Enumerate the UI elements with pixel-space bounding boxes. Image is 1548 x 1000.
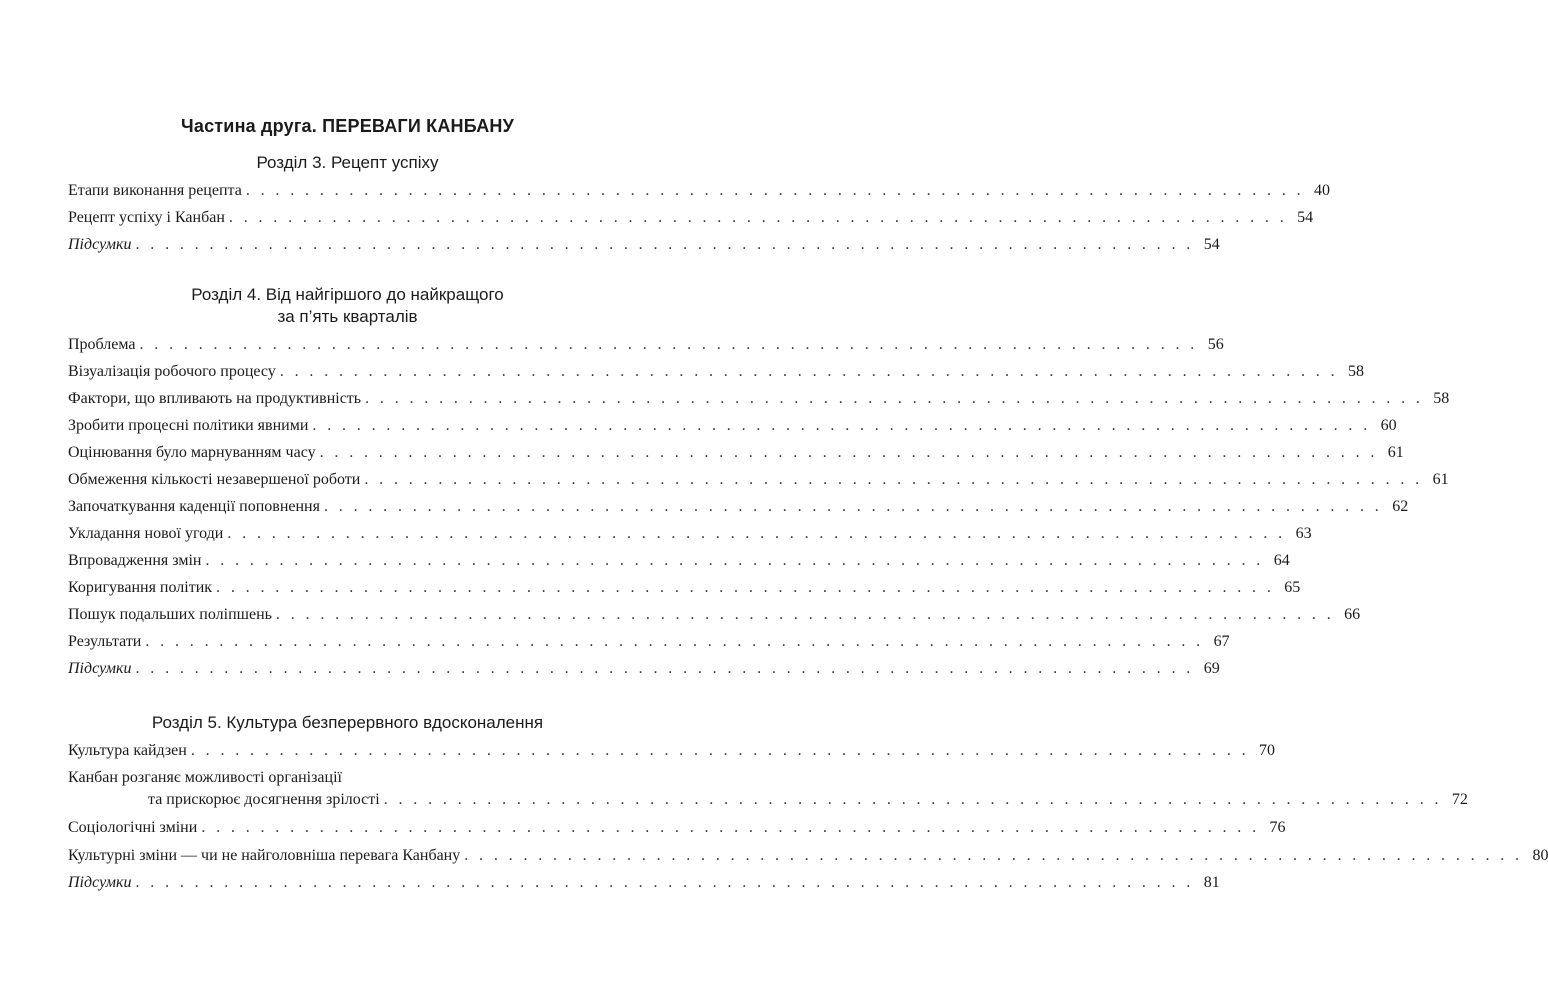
dot-leader: . . . . . . . . . . . . . . . . . . . . . . . . . . . . . . . . . . . . . . . . . . . . . . . . . . . . . . . . . . . . . . . . . . . . . . . . — [312, 417, 1371, 434]
toc-entry-title: Проблема — [68, 336, 136, 353]
toc-entry-title: Зробити процесні політики явними — [68, 417, 309, 434]
toc-entry[interactable] — [68, 180, 1331, 202]
toc-entry[interactable] — [68, 604, 1361, 626]
toc-entry-page: 54 — [1203, 236, 1220, 253]
toc-entry-page: 60 — [1380, 417, 1397, 434]
toc-entry-title: Етапи виконання рецепта — [68, 182, 242, 199]
dot-leader: . . . . . . . . . . . . . . . . . . . . . . . . . . . . . . . . . . . . . . . . . . . . . . . . . . . . . . . . . . . . . . . . . . . . . . . . — [227, 525, 1286, 542]
toc-entry-title: Результати — [68, 633, 142, 650]
toc-entry[interactable] — [68, 388, 1450, 410]
toc-entry[interactable] — [68, 845, 1548, 867]
toc-entry-page: 80 — [1532, 847, 1548, 864]
toc-entry-page: 54 — [1297, 209, 1314, 226]
toc-entry-title: Укладання нової угоди — [68, 525, 224, 542]
dot-leader: . . . . . . . . . . . . . . . . . . . . . . . . . . . . . . . . . . . . . . . . . . . . . . . . . . . . . . . . . . . . . . . . . . . . . . . . — [205, 552, 1264, 569]
toc-entry-page: 70 — [1259, 742, 1276, 759]
toc-entry[interactable] — [68, 207, 1314, 229]
toc-entry-title: Впровадження змін — [68, 552, 202, 569]
toc-entry[interactable] — [68, 550, 1290, 572]
toc-entry-page: 62 — [1392, 498, 1409, 515]
toc-entry[interactable] — [68, 817, 1286, 839]
chapter-3-title: Розділ 3. Рецепт успіху — [256, 153, 439, 172]
toc-entry-page: 81 — [1203, 874, 1220, 891]
toc-entry-title: Коригування політик — [68, 579, 213, 596]
dot-leader: . . . . . . . . . . . . . . . . . . . . . . . . . . . . . . . . . . . . . . . . . . . . . . . . . . . . . . . . . . . . . . . . . . . . . . . . — [139, 336, 1198, 353]
toc-entry-page: 65 — [1284, 579, 1301, 596]
toc-entry[interactable] — [68, 415, 1397, 437]
toc-entry-page: 61 — [1432, 471, 1449, 488]
toc-entry-page: 56 — [1207, 336, 1224, 353]
toc-entry[interactable] — [68, 234, 1220, 256]
dot-leader: . . . . . . . . . . . . . . . . . . . . . . . . . . . . . . . . . . . . . . . . . . . . . . . . . . . . . . . . . . . . . . . . . . . . . . . . — [216, 579, 1275, 596]
toc-entry-title-line1[interactable]: Канбан розганяє можливості організації — [68, 769, 342, 786]
toc-entry[interactable] — [148, 789, 1468, 811]
chapter-4-title-line1: Розділ 4. Від найгіршого до найкращого — [191, 285, 504, 304]
toc-entry[interactable] — [68, 361, 1365, 383]
part-title: Частина друга. ПЕРЕВАГИ КАНБАНУ — [181, 116, 514, 136]
dot-leader: . . . . . . . . . . . . . . . . . . . . . . . . . . . . . . . . . . . . . . . . . . . . . . . . . . . . . . . . . . . . . . . . . . . . . . . . — [135, 660, 1194, 677]
toc-entry[interactable] — [68, 740, 1276, 762]
toc-entry[interactable] — [68, 631, 1230, 653]
toc-entry-page: 67 — [1213, 633, 1230, 650]
toc-entry-title: Культура кайдзен — [68, 742, 187, 759]
toc-entry[interactable] — [68, 334, 1224, 356]
toc-entry-page: 61 — [1387, 444, 1404, 461]
dot-leader: . . . . . . . . . . . . . . . . . . . . . . . . . . . . . . . . . . . . . . . . . . . . . . . . . . . . . . . . . . . . . . . . . . . . . . . . — [135, 874, 1194, 891]
dot-leader: . . . . . . . . . . . . . . . . . . . . . . . . . . . . . . . . . . . . . . . . . . . . . . . . . . . . . . . . . . . . . . . . . . . . . . . . — [323, 498, 1383, 515]
dot-leader: . . . . . . . . . . . . . . . . . . . . . . . . . . . . . . . . . . . . . . . . . . . . . . . . . . . . . . . . . . . . . . . . . . . . . . . . — [319, 444, 1378, 461]
dot-leader: . . . . . . . . . . . . . . . . . . . . . . . . . . . . . . . . . . . . . . . . . . . . . . . . . . . . . . . . . . . . . . . . . . . . . . . . — [364, 471, 1423, 488]
toc-entry-page: 69 — [1203, 660, 1220, 677]
dot-leader: . . . . . . . . . . . . . . . . . . . . . . . . . . . . . . . . . . . . . . . . . . . . . . . . . . . . . . . . . . . . . . . . . . . . . . . . — [245, 182, 1305, 199]
toc-entry-title: Підсумки — [68, 874, 132, 891]
toc-entry-title: Рецепт успіху і Канбан — [68, 209, 225, 226]
toc-entry[interactable] — [68, 442, 1404, 464]
toc-entry-title: Фактори, що впливають на продуктивність — [68, 390, 362, 407]
toc-entry-page: 58 — [1433, 390, 1450, 407]
toc-entry-title: Підсумки — [68, 236, 132, 253]
dot-leader: . . . . . . . . . . . . . . . . . . . . . . . . . . . . . . . . . . . . . . . . . . . . . . . . . . . . . . . . . . . . . . . . . . . . . . . . — [279, 363, 1339, 380]
dot-leader: . . . . . . . . . . . . . . . . . . . . . . . . . . . . . . . . . . . . . . . . . . . . . . . . . . . . . . . . . . . . . . . . . . . . . . . . — [145, 633, 1204, 650]
toc-entry[interactable] — [68, 577, 1301, 599]
toc-entry[interactable] — [68, 658, 1220, 680]
toc-entry-page: 72 — [1451, 791, 1468, 808]
toc-entry[interactable] — [68, 469, 1449, 491]
toc-entry-page: 64 — [1273, 552, 1290, 569]
toc-entry-title: Оцінювання було марнуванням часу — [68, 444, 316, 461]
dot-leader: . . . . . . . . . . . . . . . . . . . . . . . . . . . . . . . . . . . . . . . . . . . . . . . . . . . . . . . . . . . . . . . . . . . . . . . . — [383, 791, 1442, 808]
toc-entry-title: Започаткування каденції поповнення — [68, 498, 320, 515]
toc-entry-page: 58 — [1348, 363, 1365, 380]
toc-entry-title: Пошук подальших поліпшень — [68, 606, 272, 623]
dot-leader: . . . . . . . . . . . . . . . . . . . . . . . . . . . . . . . . . . . . . . . . . . . . . . . . . . . . . . . . . . . . . . . . . . . . . . . . — [135, 236, 1194, 253]
toc-entry-title: Культурні зміни — чи не найголовніша перевага Канбану — [68, 847, 461, 864]
toc-entry-title: Обмеження кількості незавершеної роботи — [68, 471, 361, 488]
dot-leader: . . . . . . . . . . . . . . . . . . . . . . . . . . . . . . . . . . . . . . . . . . . . . . . . . . . . . . . . . . . . . . . . . . . . . . . . — [464, 847, 1523, 864]
toc-entry[interactable] — [68, 523, 1312, 545]
dot-leader: . . . . . . . . . . . . . . . . . . . . . . . . . . . . . . . . . . . . . . . . . . . . . . . . . . . . . . . . . . . . . . . . . . . . . . . . — [201, 819, 1260, 836]
toc-entry-title: та прискорює досягнення зрілості — [148, 791, 380, 808]
dot-leader: . . . . . . . . . . . . . . . . . . . . . . . . . . . . . . . . . . . . . . . . . . . . . . . . . . . . . . . . . . . . . . . . . . . . . . . . — [190, 742, 1250, 759]
toc-entry-page: 40 — [1314, 182, 1331, 199]
chapter-4-title-line2: за п’ять кварталів — [277, 307, 418, 326]
toc-entry-title: Підсумки — [68, 660, 132, 677]
toc-entry[interactable] — [68, 872, 1220, 894]
toc-entry[interactable] — [68, 496, 1409, 518]
toc-entry-page: 76 — [1269, 819, 1286, 836]
dot-leader: . . . . . . . . . . . . . . . . . . . . . . . . . . . . . . . . . . . . . . . . . . . . . . . . . . . . . . . . . . . . . . . . . . . . . . . . — [228, 209, 1288, 226]
toc-entry-page: 66 — [1344, 606, 1361, 623]
toc-entry-title: Візуалізація робочого процесу — [68, 363, 276, 380]
toc-entry-page: 63 — [1295, 525, 1312, 542]
dot-leader: . . . . . . . . . . . . . . . . . . . . . . . . . . . . . . . . . . . . . . . . . . . . . . . . . . . . . . . . . . . . . . . . . . . . . . . . — [275, 606, 1335, 623]
dot-leader: . . . . . . . . . . . . . . . . . . . . . . . . . . . . . . . . . . . . . . . . . . . . . . . . . . . . . . . . . . . . . . . . . . . . . . . . — [365, 390, 1424, 407]
toc-entry-title: Соціологічні зміни — [68, 819, 198, 836]
chapter-5-title: Розділ 5. Культура безперервного вдосконалення — [151, 713, 544, 732]
